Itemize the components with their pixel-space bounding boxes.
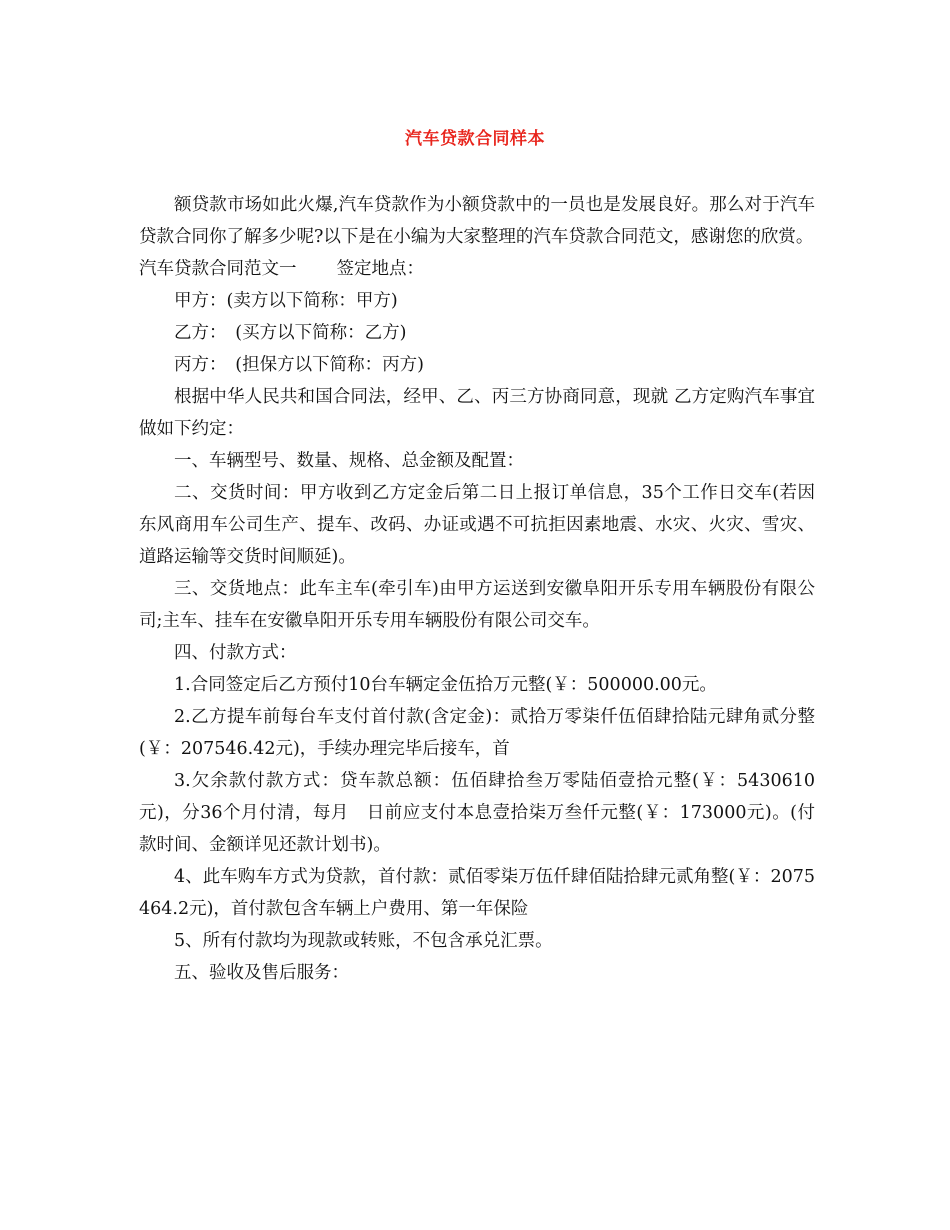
- payment-item-4: 4、此车购车方式为贷款，首付款：贰佰零柒万伍仟肆佰陆拾肆元贰角整(￥：2075464.2元)，首付款包含车辆上户费用、第一年保险: [139, 867, 815, 919]
- clause-1: 一、车辆型号、数量、规格、总金额及配置：: [174, 451, 524, 471]
- payment-item-1: 1.合同签定后乙方预付10台车辆定金伍拾万元整(￥：500000.00元。: [174, 675, 717, 695]
- payment-item-2: 2.乙方提车前每台车支付首付款(含定金)：贰拾万零柒仟伍佰肆拾陆元肆角贰分整(￥：207546.42元)，手续办理完毕后接车，首: [139, 707, 815, 759]
- payment-item-3: 3.欠余款付款方式：贷车款总额：伍佰肆拾叁万零陆佰壹拾元整(￥：5430610元)，分36个月付清，每月 日前应支付本息壹拾柒万叁仟元整(￥：173000元)。(付款时间、金额详见还款计划书)。: [139, 771, 815, 855]
- clause-4: 四、付款方式：: [174, 643, 297, 663]
- clause-3: 三、交货地点：此车主车(牵引车)由甲方运送到安徽阜阳开乐专用车辆股份有限公司;主车、挂车在安徽阜阳开乐专用车辆股份有限公司交车。: [139, 579, 815, 631]
- signing-place-label: 签定地点：: [336, 259, 424, 279]
- contract-heading: 汽车贷款合同范文一: [139, 259, 297, 279]
- document-body: [139, 189, 815, 989]
- clause-2: 二、交货时间：甲方收到乙方定金后第二日上报订单信息，35个工作日交车(若因东风商用车公司生产、提车、改码、办证或遇不可抗拒因素地震、水灾、火灾、雪灾、道路运输等交货时间顺延)。: [139, 483, 815, 567]
- document-title: 汽车贷款合同样本: [405, 129, 545, 149]
- payment-item-5: 5、所有付款均为现款或转账，不包含承兑汇票。: [174, 931, 553, 951]
- contract-heading-line: [139, 253, 815, 285]
- party-c: 丙方： (担保方以下简称：丙方): [174, 355, 424, 375]
- clause-5: 五、验收及售后服务：: [174, 963, 349, 983]
- party-b: 乙方： (买方以下简称：乙方): [174, 323, 407, 343]
- preamble-paragraph: 根据中华人民共和国合同法，经甲、乙、丙三方协商同意，现就 乙方定购汽车事宜做如下约定：: [139, 387, 815, 439]
- party-a: 甲方：(卖方以下简称：甲方): [174, 291, 398, 311]
- intro-paragraph: 额贷款市场如此火爆,汽车贷款作为小额贷款中的一员也是发展良好。那么对于汽车贷款合同你了解多少呢?以下是在小编为大家整理的汽车贷款合同范文，感谢您的欣赏。: [139, 195, 815, 247]
